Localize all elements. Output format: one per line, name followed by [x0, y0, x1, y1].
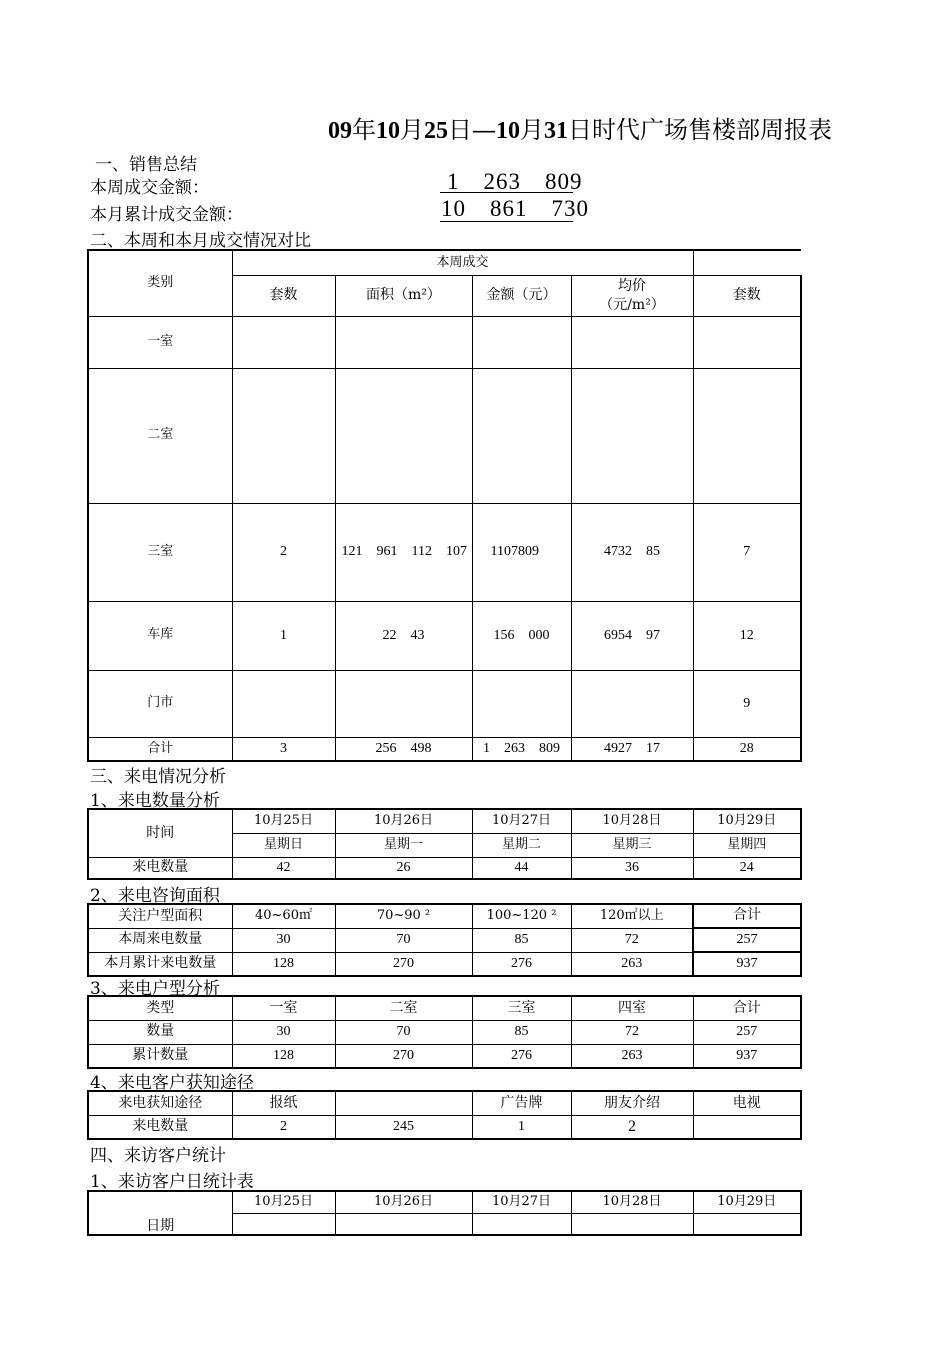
cell: 128	[232, 952, 335, 976]
cell: 2	[232, 1115, 335, 1139]
page-title	[328, 110, 832, 145]
weekday-cell: 星期三	[571, 833, 693, 857]
visits-daily-table	[87, 1190, 802, 1236]
header-cell: 合计	[693, 904, 801, 928]
title-part: 25	[424, 118, 448, 144]
row-label: 数量	[88, 1020, 232, 1044]
cell: 42	[232, 857, 335, 879]
col-header: 套数	[693, 275, 801, 316]
visits-daily-heading: 1、来访客户日统计表	[90, 1172, 254, 1192]
section-2-heading: 二、本周和本月成交情况对比	[90, 231, 311, 251]
weekday-cell: 星期一	[335, 833, 472, 857]
calls-unit-heading: 3、来电户型分析	[90, 979, 220, 999]
cell	[472, 316, 571, 368]
cell: 30	[232, 1020, 335, 1044]
date-cell: 10月27日	[472, 1191, 571, 1213]
header-cell: 一室	[232, 996, 335, 1020]
title-part: 10	[496, 118, 520, 144]
cell: 1	[472, 1115, 571, 1139]
cell	[571, 316, 693, 368]
cell: 85	[472, 928, 571, 952]
col-header: 套数	[232, 275, 335, 316]
date-cell: 10月25日	[232, 1191, 335, 1213]
date-cell: 10月29日	[693, 809, 801, 833]
calls-count-heading: 1、来电数量分析	[90, 791, 220, 811]
title-part: 日时代广场售楼部周报表	[568, 116, 832, 144]
cell: 1	[232, 601, 335, 670]
cell: 24	[693, 857, 801, 879]
row-label: 车库	[88, 601, 232, 670]
cell: 1107809	[472, 503, 571, 601]
month-amount-label: 本月累计成交金额：	[90, 205, 243, 225]
calls-channel-heading: 4、来电客户获知途径	[90, 1073, 254, 1093]
header-cell: 朋友介绍	[571, 1091, 693, 1115]
date-cell: 10月26日	[335, 1191, 472, 1213]
cell: 937	[693, 1044, 801, 1068]
row-label: 本月累计来电数量	[88, 952, 232, 976]
cell: 1 263 809	[472, 737, 571, 761]
underline	[440, 221, 573, 222]
cell: 121 961 112 107	[335, 503, 472, 601]
header-cell: 100~120 ²	[472, 904, 571, 928]
cell: 6954 97	[571, 601, 693, 670]
title-part: 31	[544, 118, 568, 144]
header-cell: 三室	[472, 996, 571, 1020]
section-1-heading: 一、销售总结	[95, 155, 197, 175]
section-3-heading: 三、来电情况分析	[90, 767, 226, 787]
title-part: 10	[376, 118, 400, 144]
cell: 245	[335, 1115, 472, 1139]
header-cell: 广告牌	[472, 1091, 571, 1115]
title-part: 日—	[448, 116, 496, 144]
row-label: 一室	[88, 316, 232, 368]
cell: 270	[335, 952, 472, 976]
cell: 2	[232, 503, 335, 601]
calls-channel-table	[87, 1090, 802, 1140]
cell: 7	[693, 503, 801, 601]
row-label: 来电数量	[88, 1115, 232, 1139]
date-cell: 10月27日	[472, 809, 571, 833]
cell	[693, 316, 801, 368]
cell: 263	[571, 952, 693, 976]
row-label: 累计数量	[88, 1044, 232, 1068]
header-cell: 类型	[88, 996, 232, 1020]
type-header: 类别	[88, 250, 232, 316]
col-header: 面积（m²）	[335, 275, 472, 316]
col-header: 均价 （元/m²）	[571, 275, 693, 316]
week-group-header: 本周成交	[232, 250, 693, 275]
cell	[472, 368, 571, 503]
header-cell: 四室	[571, 996, 693, 1020]
date-cell: 10月28日	[571, 1191, 693, 1213]
section-4-heading: 四、来访客户统计	[90, 1146, 226, 1166]
sales-comparison-table	[87, 249, 802, 762]
row-label: 二室	[88, 368, 232, 503]
cell	[232, 316, 335, 368]
date-cell: 10月25日	[232, 809, 335, 833]
weekday-cell: 星期二	[472, 833, 571, 857]
row-label: 来电数量	[88, 857, 232, 879]
header-cell: 关注户型面积	[88, 904, 232, 928]
row-label: 本周来电数量	[88, 928, 232, 952]
cell	[571, 368, 693, 503]
cell: 22 43	[335, 601, 472, 670]
calls-area-heading: 2、来电咨询面积	[90, 886, 220, 906]
visits-table-clip	[87, 1190, 802, 1234]
weekday-cell: 星期四	[693, 833, 801, 857]
cell: 270	[335, 1044, 472, 1068]
header-cell: 40~60㎡	[232, 904, 335, 928]
cell	[693, 368, 801, 503]
cell: 156 000	[472, 601, 571, 670]
date-header: 日期	[88, 1191, 232, 1235]
cell: 72	[571, 1020, 693, 1044]
cell: 257	[693, 1020, 801, 1044]
header-cell: 电视	[693, 1091, 801, 1115]
calls-count-table	[87, 808, 802, 880]
cell: 26	[335, 857, 472, 879]
cell: 70	[335, 928, 472, 952]
col-header: 金额（元）	[472, 275, 571, 316]
cell: 4927 17	[571, 737, 693, 761]
date-cell: 10月28日	[571, 809, 693, 833]
cell	[232, 368, 335, 503]
cell: 9	[693, 670, 801, 737]
time-header: 时间	[88, 809, 232, 857]
header-cell: 70~90 ²	[335, 904, 472, 928]
cell: 276	[472, 952, 571, 976]
empty-cell	[693, 250, 801, 275]
month-amount-value: 10 861 730	[441, 196, 589, 221]
header-cell: 报纸	[232, 1091, 335, 1115]
header-cell	[335, 1091, 472, 1115]
header-cell: 来电获知途径	[88, 1091, 232, 1115]
week-amount-label: 本周成交金额：	[90, 178, 209, 198]
date-cell: 10月26日	[335, 809, 472, 833]
cell	[335, 670, 472, 737]
cell: 937	[693, 952, 801, 976]
cell: 128	[232, 1044, 335, 1068]
cell: 4732 85	[571, 503, 693, 601]
title-part: 月	[400, 116, 424, 144]
calls-area-table	[87, 903, 802, 977]
header-cell: 二室	[335, 996, 472, 1020]
cell	[571, 670, 693, 737]
cell: 70	[335, 1020, 472, 1044]
cell	[335, 368, 472, 503]
cell: 44	[472, 857, 571, 879]
cell	[693, 1115, 801, 1139]
cell: 3	[232, 737, 335, 761]
title-part: 09	[328, 118, 352, 144]
week-amount-value: 1 263 809	[447, 169, 583, 194]
cell: 36	[571, 857, 693, 879]
cell: 2	[571, 1115, 693, 1139]
cell: 276	[472, 1044, 571, 1068]
cell: 30	[232, 928, 335, 952]
cell	[335, 316, 472, 368]
cell: 12	[693, 601, 801, 670]
cell: 85	[472, 1020, 571, 1044]
cell	[472, 670, 571, 737]
row-label: 门市	[88, 670, 232, 737]
header-cell: 120㎡以上	[571, 904, 693, 928]
title-part: 年	[352, 116, 376, 144]
cell: 256 498	[335, 737, 472, 761]
cell: 28	[693, 737, 801, 761]
weekday-cell: 星期日	[232, 833, 335, 857]
date-cell: 10月29日	[693, 1191, 801, 1213]
cell: 72	[571, 928, 693, 952]
row-label: 三室	[88, 503, 232, 601]
header-cell: 合计	[693, 996, 801, 1020]
calls-unit-table	[87, 995, 802, 1069]
title-part: 月	[520, 116, 544, 144]
cell: 263	[571, 1044, 693, 1068]
row-label: 合计	[88, 737, 232, 761]
cell: 257	[693, 928, 801, 952]
cell	[232, 670, 335, 737]
